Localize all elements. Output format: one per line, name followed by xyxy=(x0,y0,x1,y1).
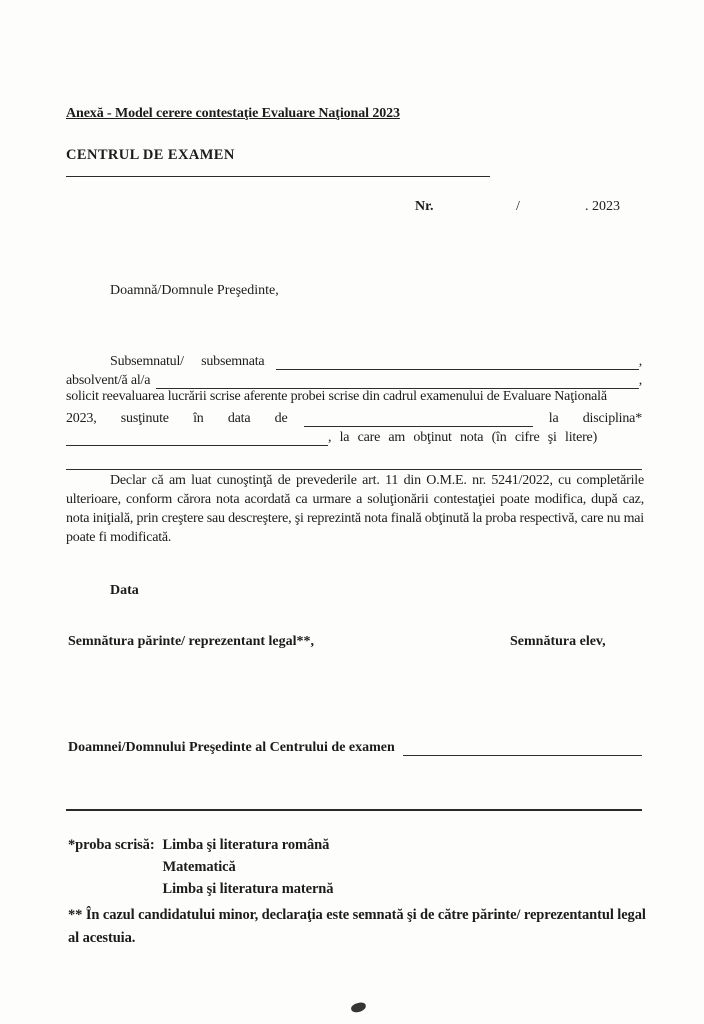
exam-center-fill-line xyxy=(66,176,490,177)
separator-line xyxy=(66,809,642,811)
exam-center-heading: CENTRUL DE EXAMEN xyxy=(66,147,235,163)
minor-footnote-text: ** În cazul candidatului minor, declaraţia este semnată şi de către părinte/ reprezentantul legal al acestuia. xyxy=(68,907,646,946)
addressee-blank xyxy=(403,741,642,756)
line2-comma: , xyxy=(638,373,642,388)
scan-artifact xyxy=(350,1002,367,1014)
request-line-1 xyxy=(66,351,642,370)
declaration-paragraph: Declar că am luat cunoştinţă de prevederile art. 11 din O.M.E. nr. 5241/2022, cu completările ulterioare, conform cărora nota acordată ca urmare a soluţionării contestaţiei poate modifica, după caz, nota iniţială, prin creştere sau descreştere, şi reprezintă nota finală obţinută la proba respectivă, care nu mai poate fi modificată. xyxy=(66,473,644,545)
parent-signature-label: Semnătura părinte/ reprezentant legal**, xyxy=(68,634,315,649)
request-line-3 xyxy=(66,389,642,408)
request-line-4 xyxy=(66,408,642,427)
footnote-subjects xyxy=(68,834,333,900)
exam-date-label: 2023, susţinute în data de xyxy=(66,411,288,426)
line1-comma: , xyxy=(638,354,642,369)
school-name-blank xyxy=(156,374,638,389)
applicant-name-blank xyxy=(276,355,638,370)
applicant-name-label: Subsemnatul/ subsemnata xyxy=(110,354,265,369)
student-signature-label: Semnătura elev, xyxy=(510,634,606,649)
request-line-2 xyxy=(66,370,642,389)
number-separator: / xyxy=(516,199,520,214)
addressee-label: Doamnei/Domnului Preşedinte al Centrului de examen xyxy=(68,740,395,755)
grade-blank xyxy=(66,455,642,470)
discipline-label: la disciplina* xyxy=(548,411,642,426)
footnote-subjects-label: *proba scrisă: xyxy=(68,837,155,853)
subject-item: Matematică xyxy=(162,859,236,875)
number-year-label: . 2023 xyxy=(585,199,620,214)
number-label: Nr. xyxy=(415,199,434,214)
exam-date-blank xyxy=(304,412,533,427)
graduate-of-label: absolvent/ă al/a xyxy=(66,373,151,388)
addressee-row xyxy=(68,740,642,756)
date-label: Data xyxy=(110,583,139,598)
footnote-subjects-list xyxy=(163,834,334,900)
document-title: Anexă - Model cerere contestaţie Evaluare Naţional 2023 xyxy=(66,106,400,121)
salutation-text: Doamnă/Domnule Preşedinte, xyxy=(110,283,279,298)
request-line-5 xyxy=(66,427,642,446)
subject-item: Limba şi literatura maternă xyxy=(162,881,334,897)
number-row xyxy=(0,199,704,217)
request-line-6 xyxy=(66,446,642,470)
request-paragraph xyxy=(66,351,642,470)
discipline-blank xyxy=(66,431,328,446)
request-body-text: solicit reevaluarea lucrării scrise aferente probei scrise din cadrul examenului de Evaluare Naţională xyxy=(66,389,607,404)
subject-item: Limba şi literatura română xyxy=(162,837,330,853)
grade-label: , la care am obţinut nota (în cifre şi litere) xyxy=(328,430,598,445)
